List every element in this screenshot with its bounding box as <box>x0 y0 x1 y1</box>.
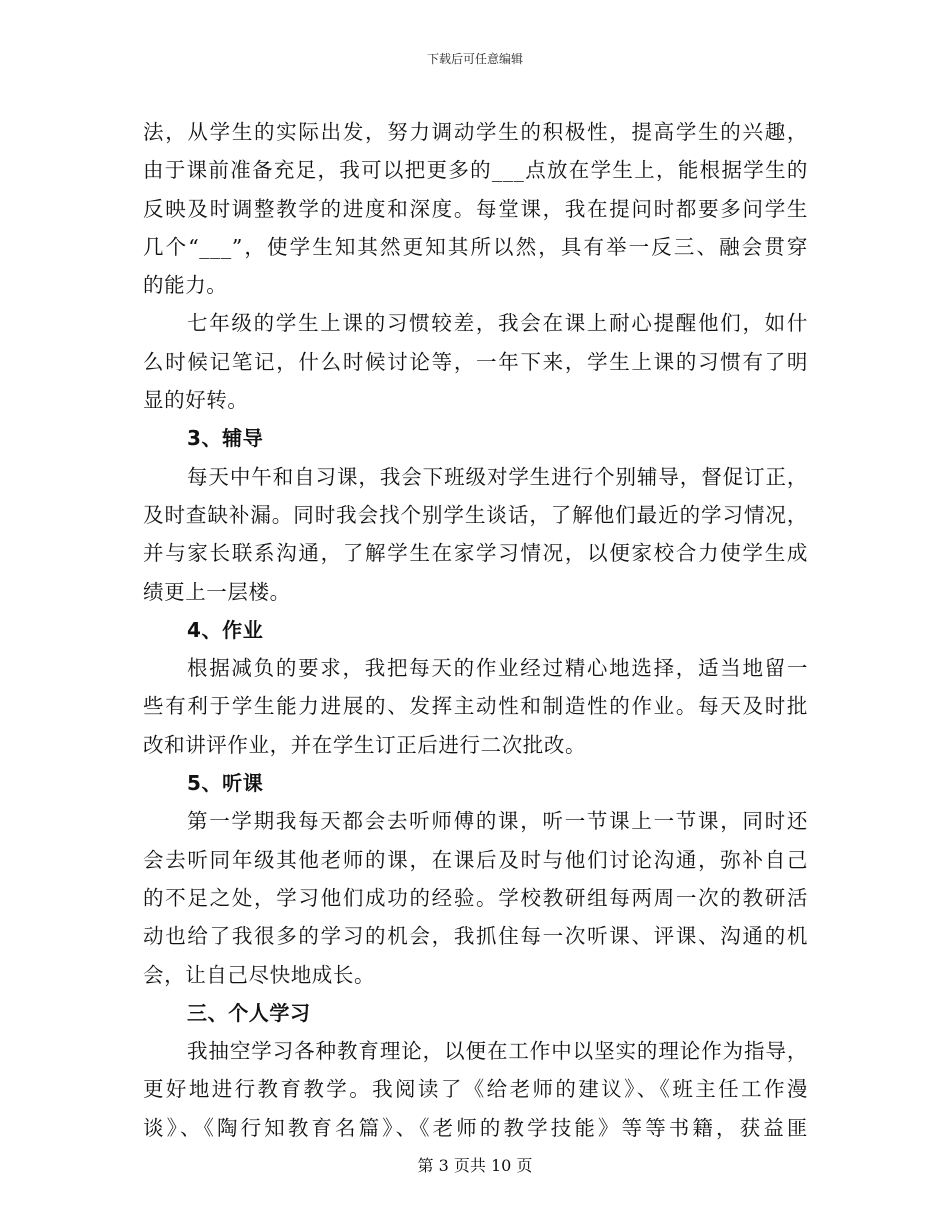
paragraph-first-line: 我抽空学习各种教育理论，以便在工作中以坚实的理论作为指导， <box>187 1039 808 1064</box>
page-footer <box>0 1155 950 1177</box>
page-header <box>0 51 950 67</box>
body-line: 绩更上一层楼。 <box>143 579 291 604</box>
body-line: 由于课前准备充足，我可以把更多的___点放在学生上，能根据学生的 <box>143 158 808 183</box>
body-line: 并与家长联系沟通，了解学生在家学习情况，以便家校合力使学生成 <box>143 541 808 566</box>
body-line: 的能力。 <box>143 273 228 298</box>
body-line: 法，从学生的实际出发，努力调动学生的积极性，提高学生的兴趣， <box>143 120 808 144</box>
body-line: 会，让自己尽快地成长。 <box>143 962 376 987</box>
page-number: 第 3 页共 10 页 <box>417 1156 533 1175</box>
body-line: 几个“___”，使学生知其然更知其所以然，具有举一反三、融会贯穿 <box>143 234 808 259</box>
body-line: 更好地进行教育教学。我阅读了《给老师的建议》、《班主任工作漫 <box>143 1077 808 1102</box>
body-line: 些有利于学生能力进展的、发挥主动性和制造性的作业。每天及时批 <box>143 694 808 719</box>
body-line: 显的好转。 <box>143 388 249 413</box>
body-line: 及时查缺补漏。同时我会找个别学生谈话，了解他们最近的学习情况， <box>143 502 808 527</box>
paragraph-first-line: 第一学期我每天都会去听师傅的课，听一节课上一节课，同时还 <box>187 809 808 834</box>
section-heading-personal-study: 三、个人学习 <box>187 1000 311 1025</box>
paragraph-first-line: 每天中午和自习课，我会下班级对学生进行个别辅导，督促订正， <box>187 464 808 489</box>
body-line: 动也给了我很多的学习的机会，我抓住每一次听课、评课、沟通的机 <box>143 924 808 949</box>
body-line: 么时候记笔记，什么时候讨论等，一年下来，学生上课的习惯有了明 <box>143 349 808 374</box>
section-heading-homework: 4、作业 <box>187 617 264 642</box>
paragraph-first-line: 根据减负的要求，我把每天的作业经过精心地选择，适当地留一 <box>187 656 808 681</box>
header-note: 下载后可任意编辑 <box>426 52 523 66</box>
paragraph-first-line: 七年级的学生上课的习惯较差，我会在课上耐心提醒他们，如什 <box>187 311 808 336</box>
document-body <box>143 113 808 1147</box>
body-line: 会去听同年级其他老师的课，在课后及时与他们讨论沟通，弥补自己 <box>143 847 808 872</box>
body-line: 谈》、《陶行知教育名篇》、《老师的教学技能》等等书籍，获益匪 <box>143 1115 808 1140</box>
body-line: 改和讲评作业，并在学生订正后进行二次批改。 <box>143 732 587 757</box>
section-heading-lesson-observation: 5、听课 <box>187 771 264 796</box>
section-heading-tutoring: 3、辅导 <box>187 426 264 451</box>
body-line: 反映及时调整教学的进度和深度。每堂课，我在提问时都要多问学生 <box>143 196 808 221</box>
body-line: 的不足之处，学习他们成功的经验。学校教研组每两周一次的教研活 <box>143 885 808 910</box>
